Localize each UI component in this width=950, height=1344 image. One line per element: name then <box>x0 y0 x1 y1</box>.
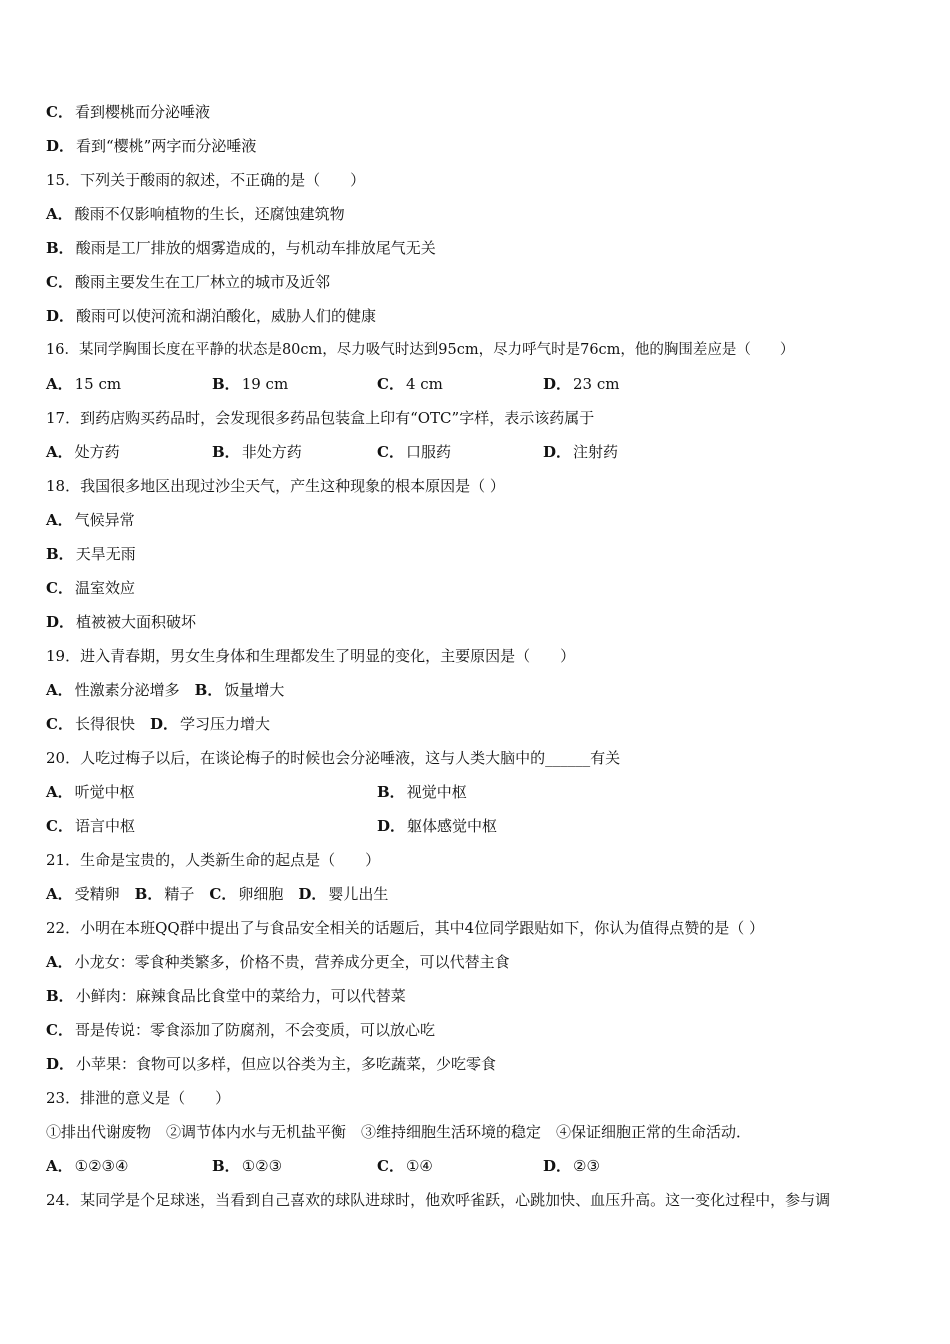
q19-options-row1: A． 性激素分泌增多 B． 饭量增大 <box>46 681 285 699</box>
q15-option-b: B． 酸雨是工厂排放的烟雾造成的，与机动车排放尾气无关 <box>46 239 436 257</box>
q17-option-d: D． 注射药 <box>543 443 619 461</box>
q20-options-row2 <box>46 816 906 836</box>
q23-option-d: D． ②③ <box>543 1157 600 1175</box>
q21-stem: 21．生命是宝贵的，人类新生命的起点是（ ） <box>46 851 381 869</box>
q20-options-row1 <box>46 782 906 802</box>
q17-option-a: A． 处方药 <box>46 443 120 461</box>
q16-option-d: D． 23 cm <box>543 375 620 393</box>
q15-option-a: A． 酸雨不仅影响植物的生长，还腐蚀建筑物 <box>46 205 345 223</box>
q14-option-c: C． 看到樱桃而分泌唾液 <box>46 103 210 121</box>
q16-options <box>46 374 906 394</box>
q18-stem: 18．我国很多地区出现过沙尘天气，产生这种现象的根本原因是（ ） <box>46 477 505 495</box>
q15-option-d: D． 酸雨可以使河流和湖泊酸化，威胁人们的健康 <box>46 307 377 325</box>
q22-option-b: B． 小鲜肉：麻辣食品比食堂中的菜给力，可以代替菜 <box>46 987 406 1005</box>
q22-option-a: A． 小龙女：零食种类繁多，价格不贵，营养成分更全，可以代替主食 <box>46 953 510 971</box>
q23-options <box>46 1156 906 1176</box>
q22-option-d: D． 小苹果：食物可以多样，但应以谷类为主，多吃蔬菜，少吃零食 <box>46 1055 497 1073</box>
q20-stem: 20．人吃过梅子以后，在谈论梅子的时候也会分泌唾液，这与人类大脑中的______有关 <box>46 749 621 767</box>
q20-option-b: B． 视觉中枢 <box>377 783 467 801</box>
q17-options <box>46 442 906 462</box>
q19-stem: 19．进入青春期，男女生身体和生理都发生了明显的变化，主要原因是（ ） <box>46 647 576 665</box>
q22-option-c: C． 哥是传说：零食添加了防腐剂，不会变质，可以放心吃 <box>46 1021 435 1039</box>
q22-stem: 22．小明在本班QQ群中提出了与食品安全相关的话题后，其中4位同学跟贴如下，你认为值得点赞的是（ ） <box>46 919 764 937</box>
q23-option-c: C． ①④ <box>377 1157 433 1175</box>
q16-option-c: C． 4 cm <box>377 375 443 393</box>
q19-options-row2: C． 长得很快 D． 学习压力增大 <box>46 715 271 733</box>
q20-option-a: A． 听觉中枢 <box>46 783 135 801</box>
q24-stem: 24．某同学是个足球迷，当看到自己喜欢的球队进球时，他欢呼雀跃，心跳加快、血压升高。这一变化过程中，参与调 <box>46 1191 831 1209</box>
q16-stem: 16．某同学胸围长度在平静的状态是80cm，尽力吸气时达到95cm，尽力呼气时是76cm，他的胸围差应是（ ） <box>46 342 795 358</box>
q18-option-b: B． 天旱无雨 <box>46 545 136 563</box>
q23-option-a: A． ①②③④ <box>46 1157 129 1175</box>
q20-option-c: C． 语言中枢 <box>46 817 135 835</box>
q23-stem: 23．排泄的意义是（ ） <box>46 1089 231 1107</box>
q23-items: ①排出代谢废物 ②调节体内水与无机盐平衡 ③维持细胞生活环境的稳定 ④保证细胞正常的生命活动． <box>46 1123 752 1141</box>
q18-option-c: C． 温室效应 <box>46 579 135 597</box>
q14-option-d: D． 看到“樱桃”两字而分泌唾液 <box>46 137 257 155</box>
q15-stem: 15．下列关于酸雨的叙述，不正确的是（ ） <box>46 171 366 189</box>
q18-option-d: D． 植被被大面积破坏 <box>46 613 197 631</box>
q18-option-a: A． 气候异常 <box>46 511 135 529</box>
q16-option-a: A． 15 cm <box>46 375 122 393</box>
q16-option-b: B． 19 cm <box>212 375 289 393</box>
q17-option-c: C． 口服药 <box>377 443 451 461</box>
q17-option-b: B． 非处方药 <box>212 443 302 461</box>
q21-options: A． 受精卵 B． 精子 C． 卵细胞 D． 婴儿出生 <box>46 885 389 903</box>
q17-stem: 17．到药店购买药品时，会发现很多药品包装盒上印有“OTC”字样，表示该药属于 <box>46 409 595 427</box>
q20-option-d: D． 躯体感觉中枢 <box>377 817 498 835</box>
q15-option-c: C． 酸雨主要发生在工厂林立的城市及近邻 <box>46 273 330 291</box>
q23-option-b: B． ①②③ <box>212 1157 283 1175</box>
